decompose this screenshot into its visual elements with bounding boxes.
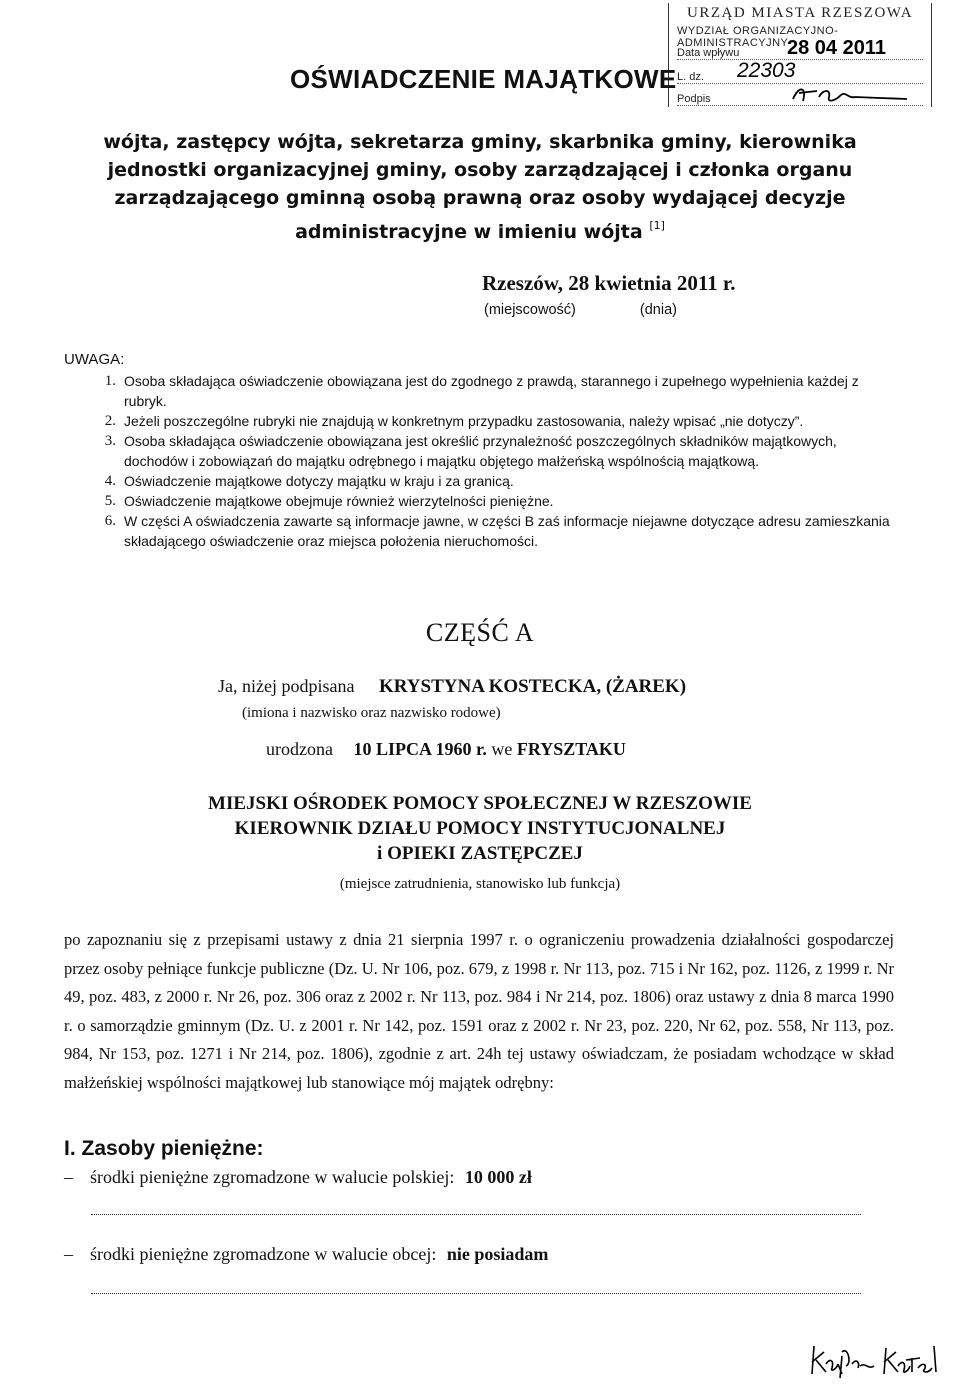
dash: – [64, 1167, 73, 1187]
place-and-date: Rzeszów, 28 kwietnia 2011 r. [482, 271, 736, 295]
subtitle-text: wójta, zastępcy wójta, sekretarza gminy, skarbnika gminy, kierownika jednostki organizacyjnej gminy, osoby zarządzającej i członka organu zarządzającego gminną osobą prawną oraz osoby wydającej decyzje administracyjne w imieniu wójta [103, 131, 857, 243]
note-item: 2. Jeżeli poszczególne rubryki nie znajdują w konkretnym przypadku zastosowania, należy wpisać „nie dotyczy”. [104, 413, 804, 429]
date-caption: (dnia) [639, 302, 677, 318]
employer-line: MIEJSKI OŚRODEK POMOCY SPOŁECZNEJ W RZESZOWIE [208, 793, 752, 814]
registration-stamp [668, 3, 932, 107]
employer-line: KIEROWNIK DZIAŁU POMOCY INSTYTUCJONALNEJ [234, 818, 726, 839]
name-caption: (imiona i nazwisko oraz nazwisko rodowe) [242, 705, 501, 721]
stamp-ldz-label: L. dz. [677, 71, 704, 83]
place-caption: (miejscowość) [484, 302, 576, 318]
dotted-line [91, 1213, 861, 1215]
birth-line [266, 739, 626, 760]
stamp-signature-scribble [789, 83, 919, 107]
note-item: 5. Oświadczenie majątkowe obejmuje również wierzytelności pieniężne. [104, 493, 554, 509]
subtitle-footnote: [1] [649, 219, 665, 232]
born-we: we [491, 739, 513, 759]
notes-list [98, 372, 898, 552]
place-date-caption [484, 302, 677, 318]
declarant-prefix: Ja, niżej podpisana [218, 676, 355, 696]
stamp-date-label: Data wpływu [677, 47, 740, 59]
birth-place: FRYSZTAKU [516, 739, 626, 759]
section-heading: I. Zasoby pieniężne: [64, 1137, 264, 1160]
note-item: 6. W części A oświadczenia zawarte są informacje jawne, w części B zaś informacje niejawne dotyczące adresu zamieszkania składającego oświadczenie oraz miejsca położenia nieruchomości. [104, 513, 890, 549]
declarant-line [218, 676, 686, 698]
stamp-signature-label: Podpis [677, 93, 711, 105]
foreign-funds-value: nie posiadam [446, 1244, 549, 1264]
declarant-name: KRYSTYNA KOSTECKA, (ŻAREK) [378, 676, 687, 697]
stamp-office: URZĄD MIASTA RZESZOWA [687, 5, 914, 21]
employer-caption: (miejsce zatrudnienia, stanowisko lub funkcja) [339, 876, 621, 892]
foreign-funds-label: środki pieniężne zgromadzone w walucie obcej: [90, 1244, 437, 1264]
born-prefix: urodzona [266, 739, 333, 759]
document-title: OŚWIADCZENIE MAJĄTKOWE [290, 64, 677, 94]
declaration-paragraph: po zapoznaniu się z przepisami ustawy z dnia 21 sierpnia 1997 r. o ograniczeniu prowadzenia działalności gospodarczej przez osoby pełniące funkcje publiczne (Dz. U. Nr 106, poz. 679, z 1998 r. Nr 113, poz. 715 i Nr 162, poz. 1126, z 1999 r. Nr 49, poz. 483, z 2000 r. Nr 26, poz. 306 oraz z 2002 r. Nr 113, poz. 984 i Nr 214, poz. 1806) oraz ustawy z dnia 8 marca 1990 r. o samorządzie gminnym (Dz. U. z 2001 r. Nr 142, poz. 1591 oraz z 2002 r. Nr 23, poz. 220, Nr 62, poz. 558, Nr 113, poz. 984, Nr 153, poz. 1271 i Nr 214, poz. 1806), zgodnie z art. 24h tej ustawy oświadczam, że posiadam wchodzące w skład małżeńskiej wspólności majątkowej lub stanowiące mój majątek odrębny: [64, 930, 894, 1092]
foreign-funds-item [64, 1244, 548, 1265]
stamp-date-value: 28 04 2011 [787, 37, 886, 59]
employer-line: i OPIEKI ZASTĘPCZEJ [377, 843, 583, 864]
stamp-department: WYDZIAŁ ORGANIZACYJNO-ADMINISTRACYJNY [677, 25, 839, 49]
handwritten-signature [808, 1338, 953, 1380]
pln-funds-label: środki pieniężne zgromadzone w walucie polskiej: [90, 1167, 455, 1187]
pln-funds-value: 10 000 zł [464, 1167, 532, 1187]
pln-funds-item [64, 1167, 532, 1188]
birth-date: 10 LIPCA 1960 r. [353, 739, 487, 759]
note-item: 3. Osoba składająca oświadczenie obowiązana jest określić przynależność poszczególnych składników majątkowych, dochodów i zobowiązań do majątku odrębnego i majątku objętego małżeńską wspólnością majątkową. [104, 433, 837, 469]
note-item: 1. Osoba składająca oświadczenie obowiązana jest do zgodnego z prawdą, starannego i zupełnego wypełnienia każdej z rubryk. [104, 373, 859, 409]
document-subtitle [80, 128, 880, 246]
dash: – [64, 1244, 73, 1264]
employer-block [0, 791, 960, 866]
notes-heading: UWAGA: [64, 351, 125, 368]
stamp-ldz-value: 22303 [737, 59, 796, 82]
dotted-line [91, 1292, 861, 1294]
part-a-heading: CZĘŚĆ A [425, 618, 535, 647]
note-item: 4. Oświadczenie majątkowe dotyczy majątku w kraju i za granicą. [104, 473, 514, 489]
